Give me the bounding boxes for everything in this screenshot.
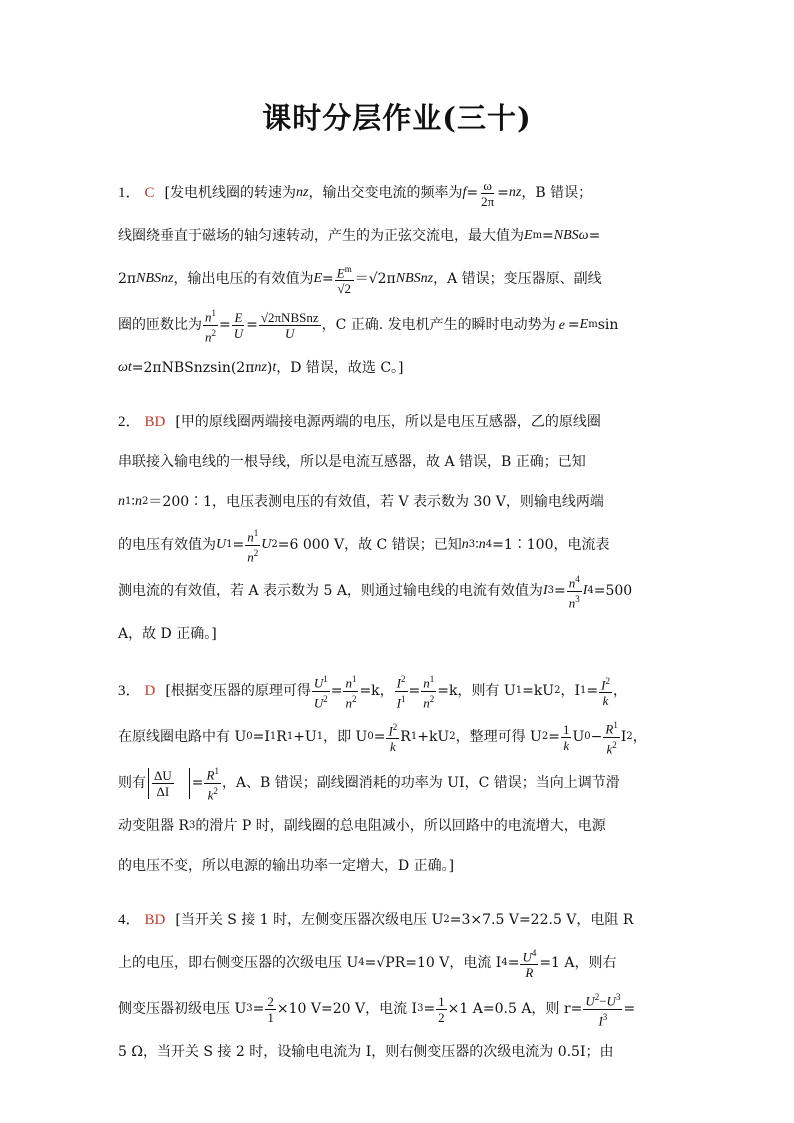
q2-line-1 [118,402,678,442]
question-3 [118,668,678,886]
q3-fraction: $\frac{n^1}{n^2}$ [423,674,435,710]
q2-line-2 [118,442,678,482]
q2-number: 2． [118,414,141,430]
q1-fraction: $\frac{E}{U}$ [233,309,244,341]
q1-text: ，输出交变电流的频率为 [308,185,463,201]
q2-text: 串联接入输电线的一根导线，所以是电流互感器，故 A 错误，B 正确；已知 [118,454,586,470]
q4-fraction: $\frac{U^2-U^3}{I^3}$ [585,992,621,1028]
q1-var: nz [296,185,309,200]
q4-line-1: 4． BD [当开关 S 接 1 时，左侧变压器次级电压 U 2 =3×7.5 V=22.5 V，电阻 R [118,912,634,928]
q1-text: ，A 错误；变压器原、副线 [433,271,602,287]
q3-fraction: $\frac{U^1}{U^2}$ [313,674,328,710]
q2-text: [甲的原线圈两端接电源两端的电压，所以是电压互感器，乙的原线圈 [175,414,601,430]
q1-line-5: ω t = 2πNBSnz sin(2π nz ) t ，D 错误，故选 C。] [118,360,404,376]
q4-number: 4． [118,912,141,928]
q1-fraction: $\frac{E^m}{√2}$ [336,263,352,297]
page-title: 课时分层作业(三十) [262,101,532,135]
q3-line-2: 在原线圈电路中有 U 0 =I 1 R 1 +U 1 ，即 U 0 = $\frac{I^2}{k}$ R 1 +kU 2 ，整理可得 U 2 = $\frac{1}{k}$ U 0 − $\frac{R^1}{k^2}$ I 2 ， [118,720,647,756]
q1-line-3: 2π NBSnz ，输出电压的有效值为 E = $\frac{E^m}{√2}$ ＝√2π NBSnz ，A 错误；变压器原、副线 [118,263,602,297]
q3-fraction: $\frac{R^1}{k^2}$ [605,720,618,756]
q3-line-4: 动变阻器 R 3 的滑片 P 时，副线圈的总电阻减小，所以回路中的电流增大，电源 [118,818,606,834]
q3-answer: D [144,683,156,699]
q1-var: f [462,185,467,200]
question-2 [118,402,678,654]
q4-fraction: $\frac{U^4}{R}$ [522,947,537,981]
q2-answer: BD [144,414,166,430]
q4-line-2: 上的电压，即右侧变压器的次级电压 U 4 =√PR=10 V，电流 I 4 = $\frac{U^4}{R}$ =1 A，则右 [118,947,617,981]
question-1 [118,170,678,388]
q2-fraction: $\frac{n^4}{n^3}$ [568,574,580,610]
q3-line-1: 3． D [根据变压器的原理可得 $\frac{U^1}{U^2}$ = $\frac{n^1}{n^2}$ =k， $\frac{I^2}{I^1}$ = $\frac{n^1}{n^2}$ =k，则有 U 1 =kU 2 ，I 1 = $\frac{I^2}{k}$ ， [118,674,627,710]
q1-text: 线圈绕垂直于磁场的轴匀速转动，产生的为正弦交流电，最大值为 [118,228,524,244]
q1-text: ，B 错误； [521,185,593,201]
q4-line-4 [118,1032,678,1072]
q1-fraction: $\frac{\text{√2πNBSnz}}{U}$ [260,309,319,341]
q4-fraction: $\frac{2}{1}$ [267,993,274,1025]
q3-fraction: $\frac{I^2}{k}$ [601,675,610,709]
q1-var: nz [508,185,522,200]
q2-line-5: 测电流的有效值，若 A 表示数为 5 A，则通过输电线的电流有效值为 I 3 = $\frac{n^4}{n^3}$ I 4 =500 [118,574,633,610]
q3-fraction: $\frac{I^2}{k}$ [388,721,398,755]
q1-line-1 [118,170,678,216]
q3-fraction: $\frac{1}{k}$ [562,721,570,753]
q3-fraction: $\frac{I^2}{I^1}$ [396,674,406,710]
q4-answer: BD [144,912,166,928]
q1-text: ，D 错误，故选 C。] [276,360,404,376]
q2-text: ＝200∶1，电压表测电压的有效值，若 V 表示数为 30 V，则输电线两端 [148,494,604,510]
q2-text: 的电压有效值为 [118,537,216,553]
q1-fraction: $\frac{\omega}{2\pi}$ [481,177,495,209]
q1-answer: C [144,185,155,201]
q1-text: [发电机线圈的转速为 [164,185,296,201]
q1-eq: = [466,185,479,201]
q3-fraction: $\frac{n^1}{n^2}$ [345,674,357,710]
q3-text: 的电压不变，所以电源的输出功率一定增大，D 正确。] [118,858,455,874]
q2-text: 测电流的有效值，若 A 表示数为 5 A，则通过输电线的电流有效值为 [118,583,543,599]
q3-number: 3． [118,683,141,699]
question-4 [118,900,678,1072]
q2-line-6 [118,614,678,654]
q2-line-3: n 1 ∶ n 2 ＝200∶1，电压表测电压的有效值，若 V 表示数为 30 V，则输电线两端 [118,494,604,510]
q1-text: ，C 正确. 发电机产生的瞬时电动势为 [321,317,556,333]
q2-fraction: $\frac{n^1}{n^2}$ [247,528,259,564]
q3-line-3: 则有 $\frac{\Delta U}{\Delta I}$ = $\frac{R^1}{k^2}$ ，A、B 错误；副线圈消耗的功率为 UI，C 错误；当向上调节滑 [118,766,620,802]
q1-eq: = [497,185,509,201]
q3-text: [根据变压器的原理可得 [165,683,311,699]
q3-line-5 [118,846,678,886]
document-body [118,170,678,1072]
q1-text: ，输出电压的有效值为 [173,271,314,287]
q1-line-2: 线圈绕垂直于磁场的轴匀速转动，产生的为正弦交流电，最大值为 E m = NBSω = [118,228,601,244]
q1-line-4: 圈的匝数比为 $\frac{n^1}{n^2}$ = $\frac{E}{U}$ = $\frac{\text{√2πNBSnz}}{U}$ ，C 正确. 发电机产生的瞬时电动势为 e = E m sin [118,308,619,344]
q4-line-3: 侧变压器初级电压 U 3 = $\frac{2}{1}$ ×10 V=20 V，电流 I 3 = $\frac{1}{2}$ ×1 A=0.5 A，则 r= $\frac{U^2-U^3}{I^3}$ = [118,992,636,1028]
q1-fraction: $\frac{n^1}{n^2}$ [205,308,216,344]
q3-abs: $\frac{\Delta U}{\Delta I}$ [148,768,190,799]
q1-number: 1． [118,185,141,201]
q2-line-4: 的电压有效值为 U 1 = $\frac{n^1}{n^2}$ U 2 =6 000 V，故 C 错误；已知 n 3 ∶ n 4 =1∶100，电流表 [118,528,610,564]
q4-fraction: $\frac{1}{2}$ [438,993,445,1025]
q3-text: ，A、B 错误；副线圈消耗的功率为 UI，C 错误；当向上调节滑 [221,775,620,791]
q4-text: 5 Ω，当开关 S 接 2 时，设输电电流为 I，则右侧变压器的次级电流为 0.5I；由 [118,1044,614,1060]
q3-fraction: $\frac{R^1}{k^2}$ [206,766,219,802]
q2-text: A，故 D 正确。] [118,626,217,642]
q1-text: 圈的匝数比为 [118,317,202,333]
